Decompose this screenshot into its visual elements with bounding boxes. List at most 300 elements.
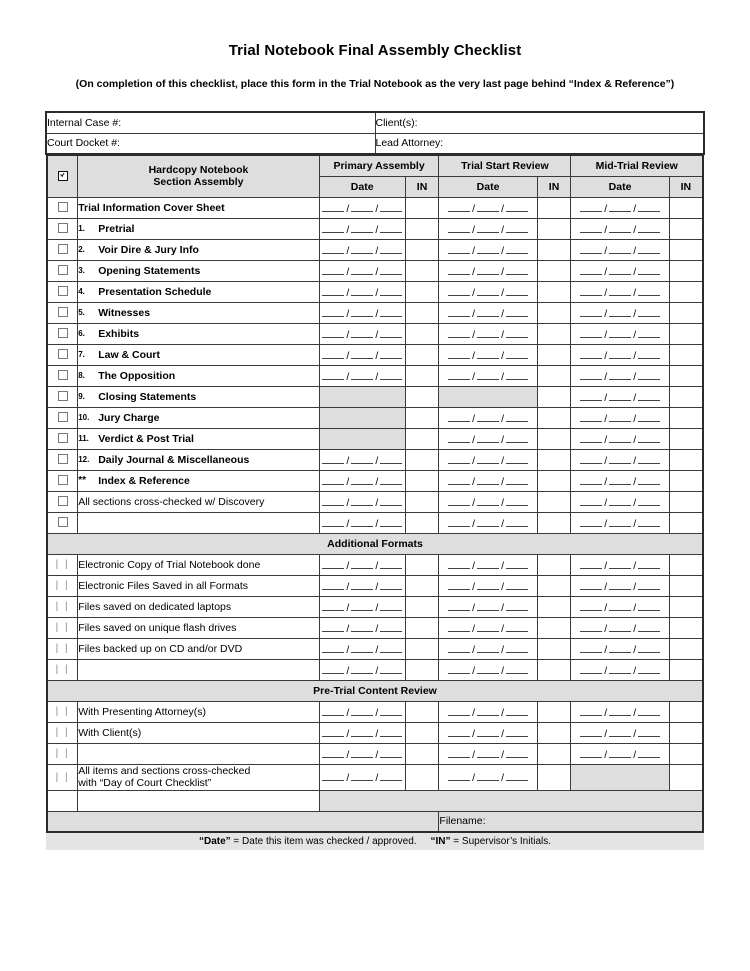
date-blank[interactable]: / / xyxy=(580,747,660,761)
date-cell-0[interactable] xyxy=(319,743,405,764)
row-checkbox-cell[interactable] xyxy=(47,638,78,659)
initials-cell-0[interactable] xyxy=(405,575,439,596)
date-cell-1[interactable] xyxy=(439,344,537,365)
date-cell-2[interactable] xyxy=(571,659,669,680)
date-blank[interactable]: / / xyxy=(448,327,528,341)
date-cell-0[interactable] xyxy=(319,764,405,790)
row-checkbox-cell[interactable] xyxy=(47,239,78,260)
date-blank[interactable]: / / xyxy=(448,495,528,509)
date-blank[interactable]: / / xyxy=(322,264,402,278)
date-blank[interactable]: / / xyxy=(322,516,402,530)
date-cell-2[interactable] xyxy=(571,365,669,386)
date-blank[interactable]: / / xyxy=(322,222,402,236)
date-cell-0[interactable] xyxy=(319,596,405,617)
initials-cell-2[interactable] xyxy=(669,281,703,302)
filename-field[interactable]: Filename: xyxy=(439,811,703,832)
initials-cell-1[interactable] xyxy=(537,743,571,764)
table-row xyxy=(47,386,703,407)
checkbox-partial-icon[interactable]: | | xyxy=(55,664,70,675)
initials-cell-0[interactable] xyxy=(405,302,439,323)
initials-cell-2[interactable] xyxy=(669,512,703,533)
initials-cell-2[interactable] xyxy=(669,302,703,323)
date-blank[interactable]: / / xyxy=(322,243,402,257)
checkbox-partial-icon[interactable]: | | xyxy=(55,643,70,654)
date-cell-0[interactable] xyxy=(319,197,405,218)
date-cell-0[interactable] xyxy=(319,701,405,722)
row-checkbox-cell[interactable] xyxy=(47,197,78,218)
date-cell-2[interactable] xyxy=(571,596,669,617)
date-cell-2[interactable] xyxy=(571,617,669,638)
date-blank[interactable]: / / xyxy=(580,306,660,320)
initials-cell-1[interactable] xyxy=(537,575,571,596)
date-cell-1[interactable] xyxy=(439,365,537,386)
initials-cell-0[interactable] xyxy=(405,344,439,365)
initials-cell-1[interactable] xyxy=(537,764,571,790)
date-cell-0[interactable] xyxy=(319,617,405,638)
checkbox-partial-icon[interactable]: | | xyxy=(55,601,70,612)
initials-cell-0[interactable] xyxy=(405,281,439,302)
initials-cell-2[interactable] xyxy=(669,365,703,386)
row-label-text: Exhibits xyxy=(98,327,140,340)
date-cell-1[interactable] xyxy=(439,218,537,239)
date-blank[interactable]: / / xyxy=(322,642,402,656)
date-cell-2[interactable] xyxy=(571,386,669,407)
row-label xyxy=(78,407,320,428)
client-field[interactable]: Client(s): xyxy=(375,112,704,133)
date-blank[interactable]: / / xyxy=(580,327,660,341)
date-cell-2[interactable] xyxy=(571,260,669,281)
initials-cell-0[interactable] xyxy=(405,743,439,764)
date-blank[interactable]: / / xyxy=(580,516,660,530)
initials-cell-1[interactable] xyxy=(537,491,571,512)
date-blank[interactable]: / / xyxy=(322,285,402,299)
checkbox-partial-icon[interactable]: | | xyxy=(55,580,70,591)
date-blank[interactable]: / / xyxy=(322,747,402,761)
row-checkbox-cell[interactable] xyxy=(47,386,78,407)
initials-cell-0[interactable] xyxy=(405,491,439,512)
checkbox-partial-icon[interactable]: | | xyxy=(55,748,70,759)
date-blank[interactable]: / / xyxy=(580,600,660,614)
row-checkbox-cell[interactable] xyxy=(47,491,78,512)
date-cell-2[interactable] xyxy=(571,344,669,365)
internal-case-field[interactable]: Internal Case #: xyxy=(46,112,375,133)
date-cell-0[interactable] xyxy=(319,449,405,470)
date-blank[interactable]: / / xyxy=(448,642,528,656)
date-cell-1[interactable] xyxy=(439,575,537,596)
initials-cell-2[interactable] xyxy=(669,554,703,575)
initials-cell-1[interactable] xyxy=(537,239,571,260)
date-cell-0[interactable] xyxy=(319,239,405,260)
date-cell-1[interactable] xyxy=(439,449,537,470)
date-cell-1[interactable] xyxy=(439,554,537,575)
date-blank[interactable]: / / xyxy=(448,663,528,677)
date-blank[interactable]: / / xyxy=(448,348,528,362)
row-label-text: Index & Reference xyxy=(98,474,190,487)
section-band-row xyxy=(47,680,703,701)
date-cell-disabled-0 xyxy=(319,428,405,449)
initials-cell-0[interactable] xyxy=(405,512,439,533)
row-number: 4. xyxy=(78,286,85,296)
row-checkbox-cell[interactable] xyxy=(47,554,78,575)
row-checkbox-cell[interactable] xyxy=(47,365,78,386)
initials-cell-0[interactable] xyxy=(405,407,439,428)
initials-cell-0[interactable] xyxy=(405,638,439,659)
date-blank[interactable]: / / xyxy=(322,705,402,719)
initials-cell-0[interactable] xyxy=(405,365,439,386)
initials-cell-1[interactable] xyxy=(537,449,571,470)
initials-cell-2[interactable] xyxy=(669,659,703,680)
date-blank[interactable]: / / xyxy=(322,579,402,593)
date-blank[interactable]: / / xyxy=(448,201,528,215)
row-checkbox-cell[interactable] xyxy=(47,575,78,596)
date-blank[interactable]: / / xyxy=(580,558,660,572)
initials-cell-2[interactable] xyxy=(669,722,703,743)
date-cell-1[interactable] xyxy=(439,722,537,743)
date-cell-0[interactable] xyxy=(319,659,405,680)
row-checkbox-cell[interactable] xyxy=(47,722,78,743)
date-blank[interactable]: / / xyxy=(580,201,660,215)
date-cell-1[interactable] xyxy=(439,743,537,764)
initials-cell-1[interactable] xyxy=(537,344,571,365)
initials-cell-2[interactable] xyxy=(669,197,703,218)
initials-cell-1[interactable] xyxy=(537,638,571,659)
footer-date-desc: = Date this item was checked / approved. xyxy=(230,836,417,847)
row-checkbox-cell[interactable] xyxy=(47,659,78,680)
initials-cell-2[interactable] xyxy=(669,386,703,407)
checkbox-icon[interactable] xyxy=(58,391,68,401)
initials-cell-1[interactable] xyxy=(537,407,571,428)
checkbox-icon[interactable] xyxy=(58,223,68,233)
court-docket-field[interactable]: Court Docket #: xyxy=(46,133,375,154)
lead-attorney-field[interactable]: Lead Attorney: xyxy=(375,133,704,154)
checkbox-icon[interactable] xyxy=(58,412,68,422)
date-blank[interactable]: / / xyxy=(580,390,660,404)
initials-cell-1[interactable] xyxy=(537,659,571,680)
initials-cell-1[interactable] xyxy=(537,470,571,491)
initials-cell-0[interactable] xyxy=(405,617,439,638)
row-checkbox-cell[interactable] xyxy=(47,302,78,323)
date-blank[interactable]: / / xyxy=(322,369,402,383)
date-cell-2[interactable] xyxy=(571,554,669,575)
checkbox-icon[interactable] xyxy=(58,349,68,359)
date-cell-2[interactable] xyxy=(571,428,669,449)
date-cell-2[interactable] xyxy=(571,239,669,260)
date-blank[interactable]: / / xyxy=(580,411,660,425)
date-cell-2[interactable] xyxy=(571,575,669,596)
date-blank[interactable]: / / xyxy=(580,663,660,677)
initials-cell-1[interactable] xyxy=(537,596,571,617)
checkbox-partial-icon[interactable]: | | xyxy=(55,771,70,783)
date-cell-1[interactable] xyxy=(439,407,537,428)
date-blank[interactable]: / / xyxy=(448,516,528,530)
date-blank[interactable]: / / xyxy=(580,495,660,509)
date-blank[interactable]: / / xyxy=(448,453,528,467)
date-blank[interactable]: / / xyxy=(580,453,660,467)
initials-cell-1[interactable] xyxy=(537,302,571,323)
checkbox-icon[interactable] xyxy=(58,307,68,317)
date-cell-2[interactable] xyxy=(571,512,669,533)
initials-cell-0[interactable] xyxy=(405,197,439,218)
date-cell-1[interactable] xyxy=(439,659,537,680)
date-blank[interactable]: / / xyxy=(448,600,528,614)
date-cell-1[interactable] xyxy=(439,764,537,790)
date-cell-1[interactable] xyxy=(439,428,537,449)
date-cell-0[interactable] xyxy=(319,722,405,743)
date-blank[interactable]: / / xyxy=(448,705,528,719)
initials-cell-1[interactable] xyxy=(537,428,571,449)
date-cell-0[interactable] xyxy=(319,302,405,323)
initials-cell-0[interactable] xyxy=(405,470,439,491)
date-cell-1[interactable] xyxy=(439,491,537,512)
date-cell-2[interactable] xyxy=(571,323,669,344)
date-cell-1[interactable] xyxy=(439,260,537,281)
date-blank[interactable]: / / xyxy=(580,642,660,656)
date-cell-2[interactable] xyxy=(571,470,669,491)
row-checkbox-cell[interactable] xyxy=(47,764,78,790)
date-blank[interactable]: / / xyxy=(322,621,402,635)
date-cell-0[interactable] xyxy=(319,281,405,302)
date-cell-0[interactable] xyxy=(319,554,405,575)
initials-cell-1[interactable] xyxy=(537,701,571,722)
initials-cell-1[interactable] xyxy=(537,323,571,344)
table-row xyxy=(47,239,703,260)
row-checkbox-cell[interactable] xyxy=(47,407,78,428)
initials-cell-2[interactable] xyxy=(669,323,703,344)
date-blank[interactable]: / / xyxy=(448,770,528,784)
row-label-text: With Client(s) xyxy=(78,726,142,739)
checkbox-icon[interactable] xyxy=(58,433,68,443)
date-cell-2[interactable] xyxy=(571,743,669,764)
row-checkbox-cell[interactable] xyxy=(47,428,78,449)
date-blank[interactable]: / / xyxy=(580,348,660,362)
date-cell-1[interactable] xyxy=(439,281,537,302)
date-cell-0[interactable] xyxy=(319,365,405,386)
date-blank[interactable]: / / xyxy=(448,726,528,740)
checkbox-icon[interactable] xyxy=(58,265,68,275)
date-blank[interactable]: / / xyxy=(448,222,528,236)
initials-cell-2[interactable] xyxy=(669,470,703,491)
date-cell-2[interactable] xyxy=(571,407,669,428)
date-blank[interactable]: / / xyxy=(580,432,660,446)
checkbox-partial-icon[interactable]: | | xyxy=(55,706,70,717)
checkbox-icon[interactable] xyxy=(58,475,68,485)
initials-cell-2[interactable] xyxy=(669,239,703,260)
date-blank[interactable]: / / xyxy=(580,474,660,488)
initials-cell-2[interactable] xyxy=(669,575,703,596)
initials-cell-1[interactable] xyxy=(537,197,571,218)
table-row xyxy=(47,575,703,596)
row-checkbox-cell[interactable] xyxy=(47,743,78,764)
date-blank[interactable]: / / xyxy=(580,579,660,593)
date-blank[interactable]: / / xyxy=(322,600,402,614)
row-checkbox-cell[interactable] xyxy=(47,512,78,533)
group-header-1: Trial Start Review xyxy=(439,155,571,176)
row-checkbox-cell[interactable] xyxy=(47,323,78,344)
checkbox-icon[interactable] xyxy=(58,496,68,506)
page-subtitle: (On completion of this checklist, place this form in the Trial Notebook as the very last page behind “Index & Reference”) xyxy=(75,78,675,90)
date-blank[interactable]: / / xyxy=(448,264,528,278)
row-checkbox-cell[interactable] xyxy=(47,470,78,491)
date-blank[interactable]: / / xyxy=(448,306,528,320)
date-cell-1[interactable] xyxy=(439,302,537,323)
date-cell-1[interactable] xyxy=(439,239,537,260)
checkbox-icon[interactable] xyxy=(58,370,68,380)
date-blank[interactable]: / / xyxy=(580,621,660,635)
date-blank[interactable]: / / xyxy=(448,285,528,299)
initials-cell-0[interactable] xyxy=(405,218,439,239)
initials-cell-2[interactable] xyxy=(669,491,703,512)
initials-cell-1[interactable] xyxy=(537,554,571,575)
initials-cell-1[interactable] xyxy=(537,218,571,239)
checkbox-partial-icon[interactable]: | | xyxy=(55,622,70,633)
initials-cell-1[interactable] xyxy=(537,512,571,533)
date-cell-2[interactable] xyxy=(571,218,669,239)
date-cell-0[interactable] xyxy=(319,218,405,239)
checkbox-icon[interactable] xyxy=(58,244,68,254)
initials-cell-0[interactable] xyxy=(405,449,439,470)
initials-cell-0[interactable] xyxy=(405,659,439,680)
date-blank[interactable]: / / xyxy=(322,348,402,362)
date-cell-1[interactable] xyxy=(439,596,537,617)
date-blank[interactable]: / / xyxy=(580,222,660,236)
date-cell-1[interactable] xyxy=(439,512,537,533)
row-checkbox-cell[interactable] xyxy=(47,449,78,470)
row-checkbox-cell[interactable] xyxy=(47,596,78,617)
date-blank[interactable]: / / xyxy=(580,243,660,257)
date-cell-0[interactable] xyxy=(319,575,405,596)
initials-cell-2[interactable] xyxy=(669,449,703,470)
date-cell-disabled-1 xyxy=(439,386,537,407)
row-checkbox-cell[interactable] xyxy=(47,701,78,722)
initials-cell-2[interactable] xyxy=(669,764,703,790)
date-cell-0[interactable] xyxy=(319,512,405,533)
initials-cell-2[interactable] xyxy=(669,638,703,659)
initials-cell-2[interactable] xyxy=(669,701,703,722)
initials-cell-1[interactable] xyxy=(537,722,571,743)
date-blank[interactable]: / / xyxy=(448,432,528,446)
initials-cell-1[interactable] xyxy=(537,386,571,407)
initials-cell-1[interactable] xyxy=(537,365,571,386)
date-blank[interactable]: / / xyxy=(322,453,402,467)
checkbox-partial-icon[interactable]: | | xyxy=(55,727,70,738)
date-cell-2[interactable] xyxy=(571,281,669,302)
date-blank[interactable]: / / xyxy=(322,306,402,320)
initials-cell-0[interactable] xyxy=(405,701,439,722)
checkbox-icon[interactable] xyxy=(58,202,68,212)
date-cell-1[interactable] xyxy=(439,638,537,659)
date-blank[interactable]: / / xyxy=(448,474,528,488)
date-blank[interactable]: / / xyxy=(322,474,402,488)
row-checkbox-cell[interactable] xyxy=(47,218,78,239)
date-cell-2[interactable] xyxy=(571,491,669,512)
date-blank[interactable]: / / xyxy=(448,411,528,425)
date-blank[interactable]: / / xyxy=(580,705,660,719)
initials-cell-1[interactable] xyxy=(537,617,571,638)
initials-cell-0[interactable] xyxy=(405,764,439,790)
date-blank[interactable]: / / xyxy=(322,558,402,572)
date-cell-1[interactable] xyxy=(439,323,537,344)
date-blank[interactable]: / / xyxy=(580,264,660,278)
initials-cell-0[interactable] xyxy=(405,260,439,281)
initials-cell-2[interactable] xyxy=(669,218,703,239)
section-band-row xyxy=(47,533,703,554)
initials-cell-0[interactable] xyxy=(405,428,439,449)
initials-cell-2[interactable] xyxy=(669,596,703,617)
checkbox-icon[interactable] xyxy=(58,286,68,296)
initials-cell-2[interactable] xyxy=(669,260,703,281)
date-blank[interactable]: / / xyxy=(322,327,402,341)
date-cell-0[interactable] xyxy=(319,260,405,281)
row-label xyxy=(78,554,320,575)
table-row xyxy=(47,365,703,386)
row-checkbox-cell[interactable] xyxy=(47,281,78,302)
date-cell-1[interactable] xyxy=(439,197,537,218)
date-blank[interactable]: / / xyxy=(322,770,402,784)
date-blank[interactable]: / / xyxy=(322,726,402,740)
date-blank[interactable]: / / xyxy=(322,495,402,509)
date-cell-1[interactable] xyxy=(439,470,537,491)
checkbox-icon[interactable] xyxy=(58,454,68,464)
initials-cell-2[interactable] xyxy=(669,617,703,638)
initials-cell-0[interactable] xyxy=(405,239,439,260)
row-number: ** xyxy=(78,474,86,486)
initials-cell-0[interactable] xyxy=(405,554,439,575)
initials-cell-1[interactable] xyxy=(537,281,571,302)
row-checkbox-cell[interactable] xyxy=(47,344,78,365)
date-blank[interactable]: / / xyxy=(448,579,528,593)
checkbox-partial-icon[interactable]: | | xyxy=(55,559,70,570)
date-blank[interactable]: / / xyxy=(448,558,528,572)
date-cell-2[interactable] xyxy=(571,197,669,218)
initials-cell-2[interactable] xyxy=(669,344,703,365)
date-cell-0[interactable] xyxy=(319,491,405,512)
date-cell-0[interactable] xyxy=(319,344,405,365)
checkbox-icon[interactable] xyxy=(58,328,68,338)
date-cell-2[interactable] xyxy=(571,449,669,470)
date-cell-1[interactable] xyxy=(439,701,537,722)
initials-cell-2[interactable] xyxy=(669,407,703,428)
date-blank[interactable]: / / xyxy=(580,726,660,740)
date-blank[interactable]: / / xyxy=(580,369,660,383)
date-blank[interactable]: / / xyxy=(322,663,402,677)
date-cell-2[interactable] xyxy=(571,638,669,659)
date-cell-0[interactable] xyxy=(319,470,405,491)
date-cell-2[interactable] xyxy=(571,302,669,323)
initials-cell-2[interactable] xyxy=(669,428,703,449)
initials-cell-2[interactable] xyxy=(669,743,703,764)
date-blank[interactable]: / / xyxy=(322,201,402,215)
initials-cell-0[interactable] xyxy=(405,596,439,617)
initials-cell-1[interactable] xyxy=(537,260,571,281)
date-cell-2[interactable] xyxy=(571,722,669,743)
date-blank[interactable]: / / xyxy=(448,369,528,383)
date-blank[interactable]: / / xyxy=(448,621,528,635)
table-row xyxy=(47,512,703,533)
date-cell-0[interactable] xyxy=(319,323,405,344)
row-checkbox-cell[interactable] xyxy=(47,260,78,281)
date-cell-2[interactable] xyxy=(571,701,669,722)
row-checkbox-cell[interactable] xyxy=(47,617,78,638)
initials-cell-0[interactable] xyxy=(405,323,439,344)
initials-cell-0[interactable] xyxy=(405,386,439,407)
date-cell-0[interactable] xyxy=(319,638,405,659)
date-cell-1[interactable] xyxy=(439,617,537,638)
date-blank[interactable]: / / xyxy=(448,747,528,761)
checkbox-icon[interactable] xyxy=(58,517,68,527)
date-blank[interactable]: / / xyxy=(448,243,528,257)
initials-cell-0[interactable] xyxy=(405,722,439,743)
date-blank[interactable]: / / xyxy=(580,285,660,299)
